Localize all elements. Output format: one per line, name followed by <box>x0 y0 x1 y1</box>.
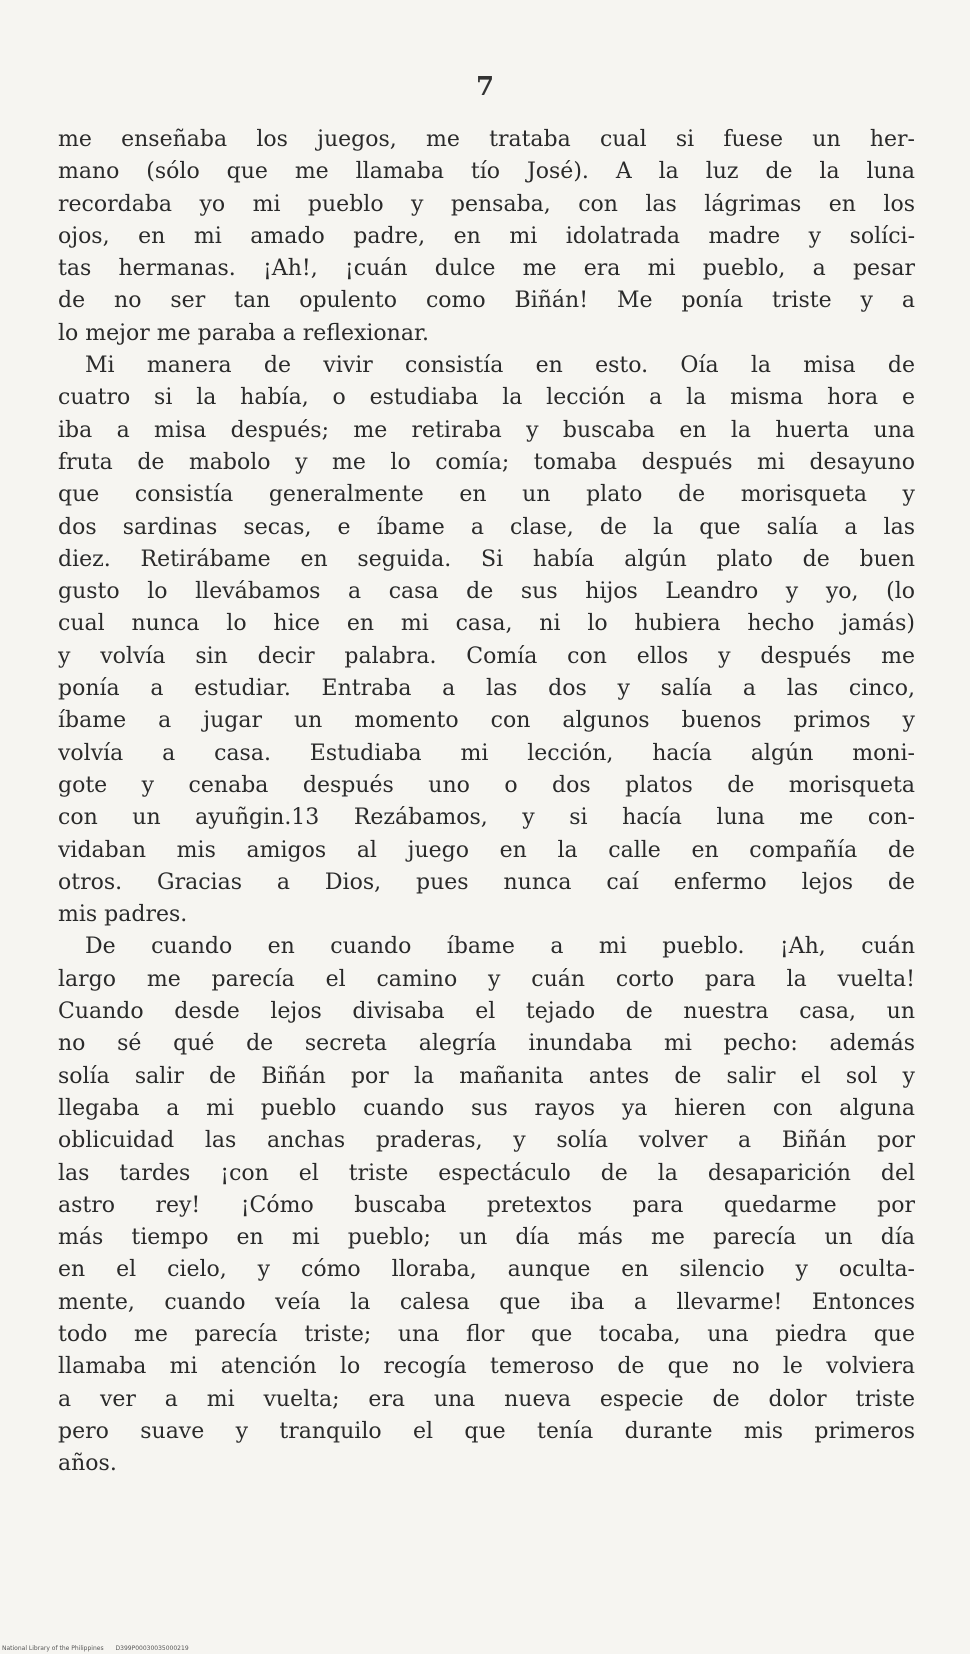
text-line: en el cielo, y cómo lloraba, aunque en silencio y oculta- <box>58 1257 915 1283</box>
text-line: más tiempo en mi pueblo; un día más me parecía un día <box>58 1225 915 1251</box>
scan-footer <box>2 1645 189 1652</box>
text-line: volvía a casa. Estudiaba mi lección, hacía algún moni- <box>58 740 915 766</box>
text-line: llegaba a mi pueblo cuando sus rayos ya hieren con alguna <box>58 1095 915 1121</box>
paragraph-1 <box>58 124 915 350</box>
text-line: todo me parecía triste; una flor que tocaba, una piedra que <box>58 1321 915 1347</box>
body-text <box>58 124 915 1480</box>
text-line: cuatro si la había, o estudiaba la lección a la misma hora e <box>58 385 915 411</box>
text-line: con un ayuñgin.13 Rezábamos, y si hacía luna me con- <box>58 805 915 831</box>
text-line: gote y cenaba después uno o dos platos de morisqueta <box>58 772 915 798</box>
text-line: recordaba yo mi pueblo y pensaba, con las lágrimas en los <box>58 191 915 217</box>
text-line: mente, cuando veía la calesa que iba a llevarme! Entonces <box>58 1289 915 1315</box>
text-line: tas hermanas. ¡Ah!, ¡cuán dulce me era mi pueblo, a pesar <box>58 256 915 282</box>
text-line: ojos, en mi amado padre, en mi idolatrada madre y solíci- <box>58 223 915 249</box>
paragraph-3 <box>58 931 915 1480</box>
text-line: no sé qué de secreta alegría inundaba mi pecho: además <box>58 1031 915 1057</box>
text-line: otros. Gracias a Dios, pues nunca caí enfermo lejos de <box>58 869 915 895</box>
text-line: mis padres. <box>58 902 188 928</box>
text-line: diez. Retirábame en seguida. Si había algún plato de buen <box>58 546 915 572</box>
footer-identifier: D399P00030035000219 <box>115 1645 189 1652</box>
text-line: De cuando en cuando íbame a mi pueblo. ¡Ah, cuán <box>85 934 915 960</box>
paragraph-2 <box>58 350 915 931</box>
text-line: dos sardinas secas, e íbame a clase, de la que salía a las <box>58 514 915 540</box>
text-line: mano (sólo que me llamaba tío José). A la luz de la luna <box>58 159 915 185</box>
text-line: íbame a jugar un momento con algunos buenos primos y <box>58 708 915 734</box>
text-line: llamaba mi atención lo recogía temeroso de que no le volviera <box>58 1354 915 1380</box>
text-line: de no ser tan opulento como Biñán! Me ponía triste y a <box>58 288 915 314</box>
text-line: Cuando desde lejos divisaba el tejado de nuestra casa, un <box>58 999 915 1025</box>
text-line: fruta de mabolo y me lo comía; tomaba después mi desayuno <box>58 449 915 475</box>
text-line: Mi manera de vivir consistía en esto. Oía la misa de <box>85 353 915 379</box>
text-line: vidaban mis amigos al juego en la calle en compañía de <box>58 837 915 863</box>
footer-library: National Library of the Philippines <box>2 1645 104 1652</box>
text-line: oblicuidad las anchas praderas, y solía volver a Biñán por <box>58 1128 915 1154</box>
text-line: largo me parecía el camino y cuán corto para la vuelta! <box>58 966 915 992</box>
text-line: a ver a mi vuelta; era una nueva especie de dolor triste <box>58 1386 915 1412</box>
text-line: pero suave y tranquilo el que tenía durante mis primeros <box>58 1418 915 1444</box>
text-line: y volvía sin decir palabra. Comía con ellos y después me <box>58 643 915 669</box>
text-line: me enseñaba los juegos, me trataba cual si fuese un her- <box>58 127 915 152</box>
page-number: 7 <box>475 72 495 102</box>
text-line: cual nunca lo hice en mi casa, ni lo hubiera hecho jamás) <box>58 611 915 637</box>
text-line: que consistía generalmente en un plato de morisqueta y <box>58 482 915 508</box>
text-line: las tardes ¡con el triste espectáculo de la desaparición del <box>58 1160 915 1186</box>
text-line: gusto lo llevábamos a casa de sus hijos Leandro y yo, (lo <box>58 579 915 605</box>
text-line: iba a misa después; me retiraba y buscaba en la huerta una <box>58 417 915 443</box>
text-line: ponía a estudiar. Entraba a las dos y salía a las cinco, <box>58 676 915 702</box>
text-line: solía salir de Biñán por la mañanita antes de salir el sol y <box>58 1063 915 1089</box>
text-line: años. <box>58 1451 117 1477</box>
text-line: astro rey! ¡Cómo buscaba pretextos para quedarme por <box>58 1192 915 1218</box>
text-line: lo mejor me paraba a reflexionar. <box>58 320 430 346</box>
